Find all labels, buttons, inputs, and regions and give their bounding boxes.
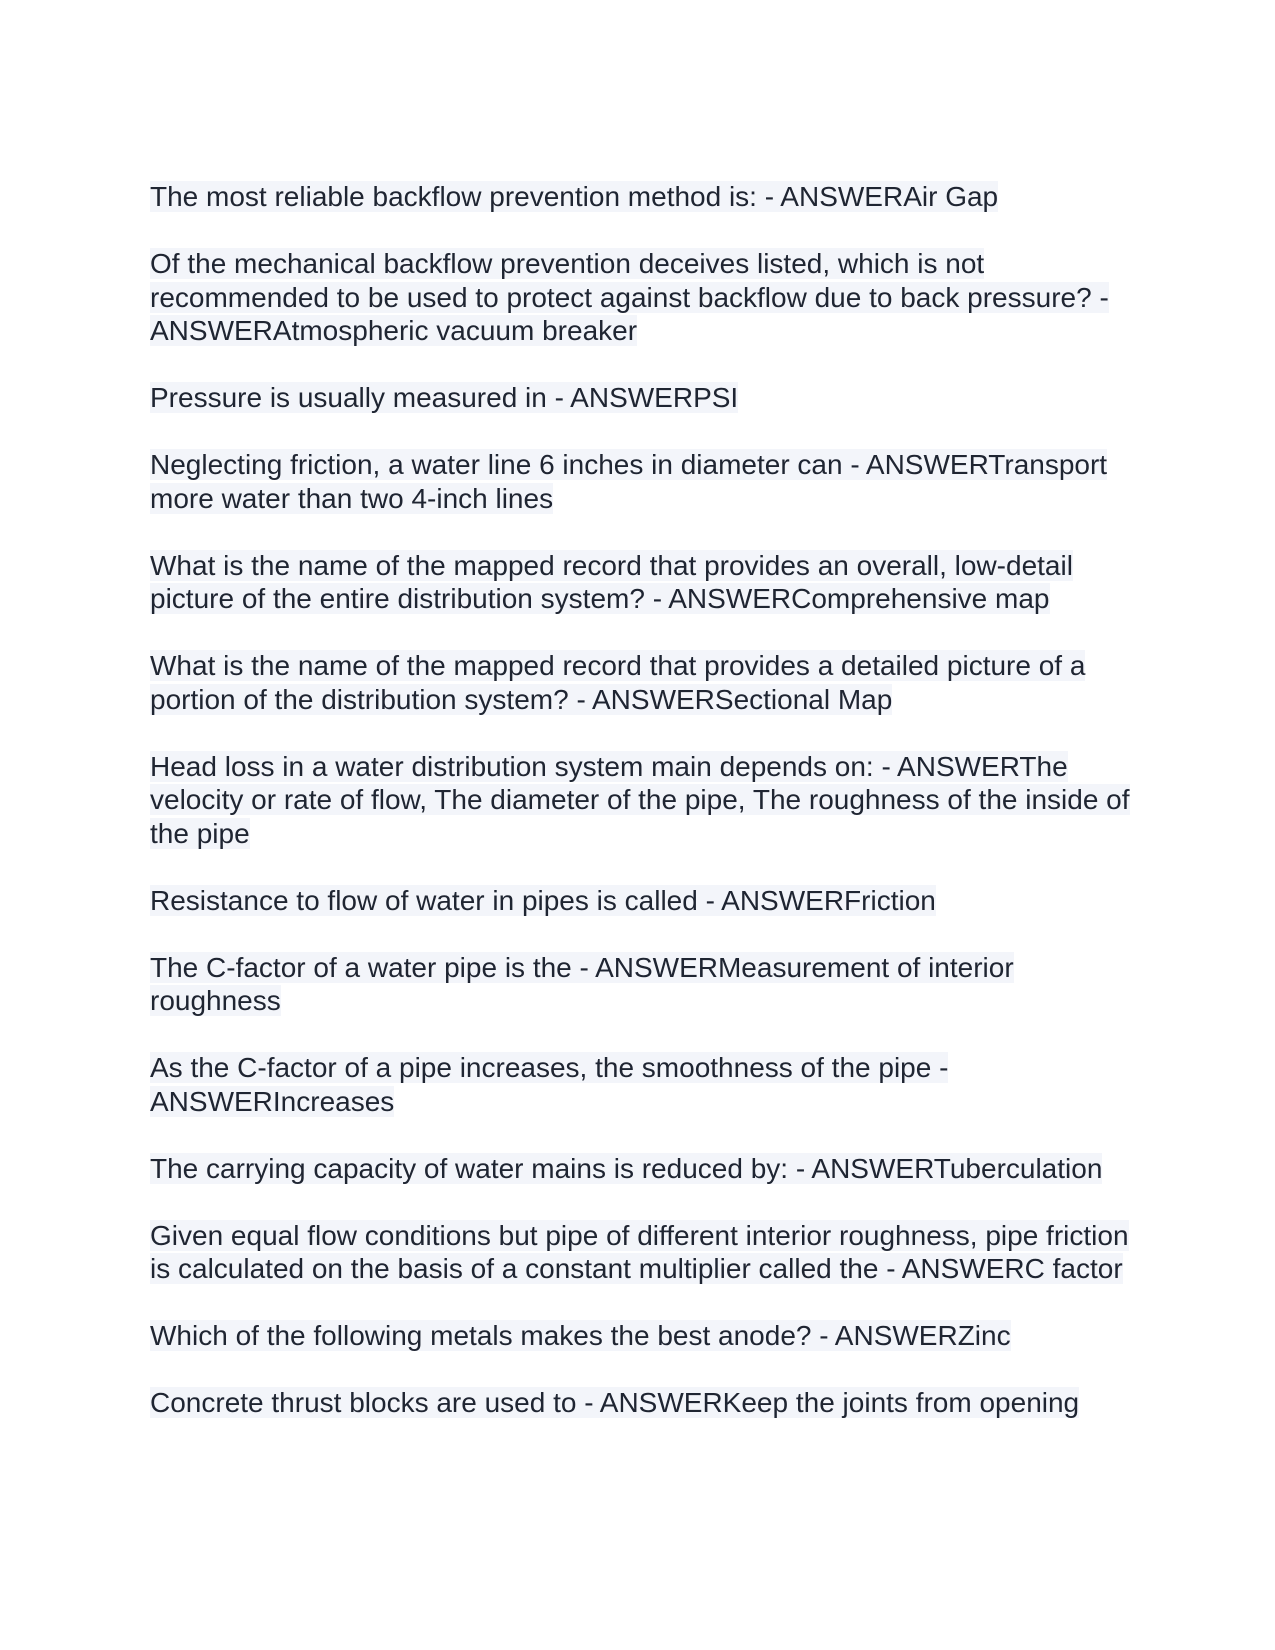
- qa-text: What is the name of the mapped record that provides an overall, low-detail picture of the entire distribution system? - ANSWERComprehensive map: [150, 549, 1073, 614]
- qa-item: [150, 951, 1150, 1018]
- qa-text: Head loss in a water distribution system main depends on: - ANSWERThe velocity or rate of flow, The diameter of the pipe, The roughness of the inside of the pipe: [150, 750, 1130, 849]
- qa-item: [150, 1051, 1150, 1118]
- qa-item: [150, 649, 1150, 716]
- qa-list: [150, 180, 1150, 1453]
- qa-item: [150, 1319, 1150, 1353]
- qa-item: [150, 1386, 1150, 1420]
- qa-text: The most reliable backflow prevention method is: - ANSWERAir Gap: [150, 181, 999, 212]
- qa-item: [150, 448, 1150, 515]
- qa-text: The carrying capacity of water mains is reduced by: - ANSWERTuberculation: [150, 1152, 1103, 1184]
- qa-text: As the C-factor of a pipe increases, the smoothness of the pipe - ANSWERIncreases: [150, 1052, 949, 1117]
- qa-item: [150, 1219, 1150, 1286]
- qa-item: [150, 1152, 1150, 1186]
- qa-text: Of the mechanical backflow prevention deceives listed, which is not recommended to be used to protect against backflow due to back pressure? - ANSWERAtmospheric vacuum breaker: [150, 248, 1109, 346]
- qa-text: Given equal flow conditions but pipe of different interior roughness, pipe friction is calculated on the basis of a constant multiplier called the - ANSWERC factor: [150, 1219, 1129, 1284]
- qa-text: Which of the following metals makes the best anode? - ANSWERZinc: [150, 1320, 1011, 1351]
- qa-item: [150, 180, 1150, 214]
- qa-text: Pressure is usually measured in - ANSWERPSI: [150, 382, 739, 413]
- qa-item: [150, 247, 1150, 348]
- qa-item: [150, 884, 1150, 918]
- qa-text: Resistance to flow of water in pipes is called - ANSWERFriction: [150, 884, 936, 916]
- qa-text: The C-factor of a water pipe is the - ANSWERMeasurement of interior roughness: [150, 951, 1014, 1016]
- qa-item: [150, 381, 1150, 415]
- qa-item: [150, 750, 1150, 851]
- qa-text: Concrete thrust blocks are used to - ANSWERKeep the joints from opening: [150, 1387, 1080, 1418]
- qa-item: [150, 549, 1150, 616]
- qa-text: Neglecting friction, a water line 6 inches in diameter can - ANSWERTransport more water than two 4-inch lines: [150, 449, 1108, 514]
- qa-text: What is the name of the mapped record that provides a detailed picture of a portion of the distribution system? - ANSWERSectional Map: [150, 650, 1086, 715]
